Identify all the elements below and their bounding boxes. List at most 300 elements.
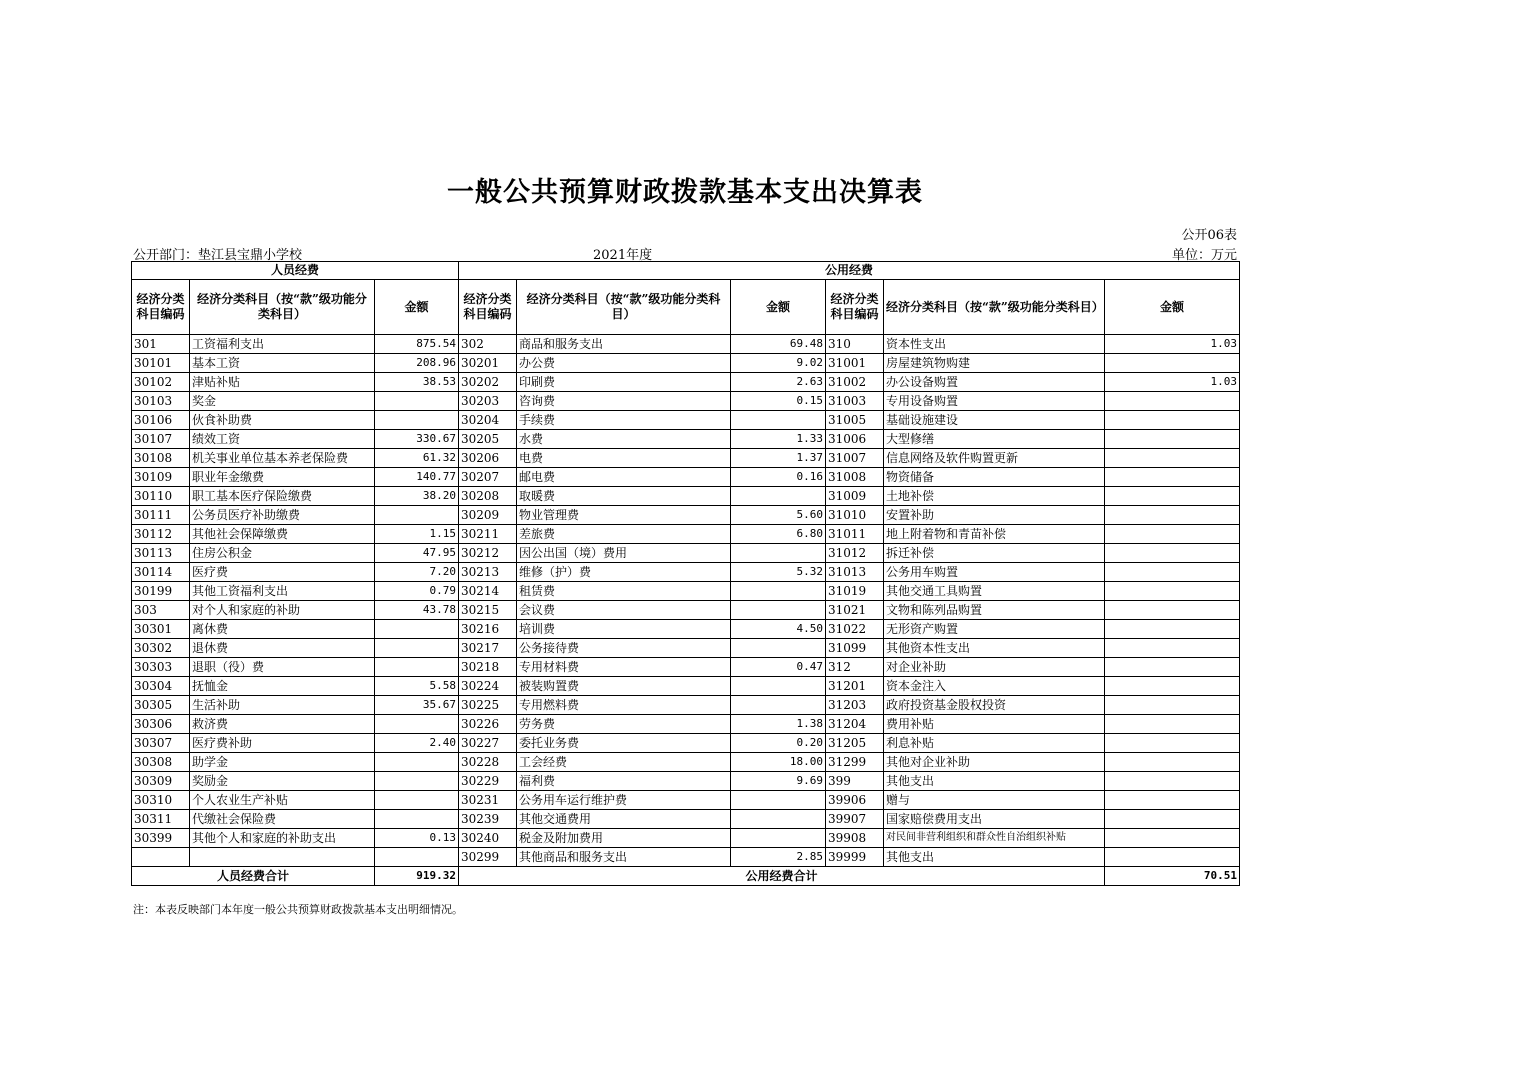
section-row — [132, 262, 1240, 280]
code-cell: 30305 — [132, 696, 190, 715]
department-label: 公开部门：垫江县宝鼎小学校 — [133, 248, 303, 263]
code-cell: 30204 — [459, 411, 517, 430]
subject-cell: 代缴社会保险费 — [190, 810, 375, 829]
code-cell — [132, 848, 190, 867]
amount-cell — [375, 848, 459, 867]
subject-cell: 房屋建筑物购建 — [884, 354, 1105, 373]
table-row — [132, 354, 1240, 373]
code-cell: 30199 — [132, 582, 190, 601]
subject-cell: 专用设备购置 — [884, 392, 1105, 411]
header-row — [132, 280, 1240, 335]
code-cell: 39907 — [826, 810, 884, 829]
subject-cell: 土地补偿 — [884, 487, 1105, 506]
subject-cell: 资本性支出 — [884, 335, 1105, 354]
code-cell: 30110 — [132, 487, 190, 506]
subject-cell: 手续费 — [517, 411, 731, 430]
section-personnel: 人员经费 — [132, 262, 459, 280]
subject-cell: 退休费 — [190, 639, 375, 658]
code-cell: 30207 — [459, 468, 517, 487]
code-cell: 30225 — [459, 696, 517, 715]
subject-cell: 公务用车运行维护费 — [517, 791, 731, 810]
subject-cell: 公务员医疗补助缴费 — [190, 506, 375, 525]
subject-cell: 津贴补贴 — [190, 373, 375, 392]
subject-cell: 费用补贴 — [884, 715, 1105, 734]
code-cell: 30303 — [132, 658, 190, 677]
amount-cell: 2.63 — [731, 373, 826, 392]
table-row — [132, 487, 1240, 506]
code-cell: 31011 — [826, 525, 884, 544]
header-subject-1: 经济分类科目（按“款”级功能分类科目） — [190, 280, 375, 335]
code-cell: 30307 — [132, 734, 190, 753]
subject-cell: 基础设施建设 — [884, 411, 1105, 430]
code-cell: 31299 — [826, 753, 884, 772]
subject-cell: 机关事业单位基本养老保险费 — [190, 449, 375, 468]
amount-cell: 5.32 — [731, 563, 826, 582]
code-cell: 31099 — [826, 639, 884, 658]
amount-cell — [1105, 639, 1240, 658]
code-cell: 31006 — [826, 430, 884, 449]
subject-cell: 其他支出 — [884, 772, 1105, 791]
amount-cell: 2.85 — [731, 848, 826, 867]
amount-cell: 0.13 — [375, 829, 459, 848]
subject-cell: 专用材料费 — [517, 658, 731, 677]
code-cell: 31009 — [826, 487, 884, 506]
code-cell: 30218 — [459, 658, 517, 677]
amount-cell: 0.79 — [375, 582, 459, 601]
amount-cell: 330.67 — [375, 430, 459, 449]
subject-cell: 被装购置费 — [517, 677, 731, 696]
table-row — [132, 829, 1240, 848]
subject-cell: 其他对企业补助 — [884, 753, 1105, 772]
code-cell: 399 — [826, 772, 884, 791]
amount-cell: 38.53 — [375, 373, 459, 392]
header-amount-2: 金额 — [731, 280, 826, 335]
amount-cell — [1105, 677, 1240, 696]
table-row — [132, 658, 1240, 677]
code-cell: 30301 — [132, 620, 190, 639]
code-cell: 30114 — [132, 563, 190, 582]
code-cell: 30231 — [459, 791, 517, 810]
code-cell: 302 — [459, 335, 517, 354]
amount-cell — [375, 753, 459, 772]
subject-cell: 培训费 — [517, 620, 731, 639]
subject-cell: 办公费 — [517, 354, 731, 373]
code-cell: 31022 — [826, 620, 884, 639]
amount-cell — [375, 411, 459, 430]
table-row — [132, 791, 1240, 810]
code-cell: 30113 — [132, 544, 190, 563]
amount-cell — [731, 810, 826, 829]
amount-cell: 7.20 — [375, 563, 459, 582]
subject-cell: 个人农业生产补贴 — [190, 791, 375, 810]
code-cell: 30108 — [132, 449, 190, 468]
amount-cell — [1105, 487, 1240, 506]
amount-cell — [731, 411, 826, 430]
amount-cell — [1105, 525, 1240, 544]
amount-cell — [375, 506, 459, 525]
amount-cell — [731, 677, 826, 696]
subject-cell: 绩效工资 — [190, 430, 375, 449]
subject-cell: 文物和陈列品购置 — [884, 601, 1105, 620]
subject-cell: 其他交通工具购置 — [884, 582, 1105, 601]
code-cell: 30311 — [132, 810, 190, 829]
header-subject-2: 经济分类科目（按“款”级功能分类科目） — [517, 280, 731, 335]
personnel-total-label: 人员经费合计 — [132, 867, 375, 886]
code-cell: 30201 — [459, 354, 517, 373]
table-row — [132, 639, 1240, 658]
amount-cell: 61.32 — [375, 449, 459, 468]
public-total-amount: 70.51 — [1105, 867, 1240, 886]
header-subject-3: 经济分类科目（按“款”级功能分类科目） — [884, 280, 1105, 335]
subject-cell: 对企业补助 — [884, 658, 1105, 677]
subject-cell: 咨询费 — [517, 392, 731, 411]
subject-cell: 离休费 — [190, 620, 375, 639]
subject-cell: 职业年金缴费 — [190, 468, 375, 487]
code-cell: 30205 — [459, 430, 517, 449]
code-cell: 30111 — [132, 506, 190, 525]
code-cell: 30202 — [459, 373, 517, 392]
unit-label: 单位：万元 — [1171, 248, 1237, 263]
code-cell: 31019 — [826, 582, 884, 601]
table-row — [132, 449, 1240, 468]
amount-cell — [1105, 449, 1240, 468]
table-row — [132, 411, 1240, 430]
amount-cell — [375, 810, 459, 829]
subject-cell: 住房公积金 — [190, 544, 375, 563]
subject-cell: 工会经费 — [517, 753, 731, 772]
subject-cell: 医疗费补助 — [190, 734, 375, 753]
subject-cell — [190, 848, 375, 867]
amount-cell — [375, 392, 459, 411]
amount-cell: 0.15 — [731, 392, 826, 411]
amount-cell — [731, 829, 826, 848]
table-row — [132, 544, 1240, 563]
amount-cell — [1105, 791, 1240, 810]
subject-cell: 医疗费 — [190, 563, 375, 582]
section-public: 公用经费 — [459, 262, 1240, 280]
amount-cell — [1105, 753, 1240, 772]
table-row — [132, 848, 1240, 867]
amount-cell: 1.15 — [375, 525, 459, 544]
subject-cell: 其他资本性支出 — [884, 639, 1105, 658]
amount-cell: 1.33 — [731, 430, 826, 449]
amount-cell — [1105, 734, 1240, 753]
code-cell: 39999 — [826, 848, 884, 867]
code-cell: 30240 — [459, 829, 517, 848]
code-cell: 30302 — [132, 639, 190, 658]
table-row — [132, 810, 1240, 829]
subject-cell: 其他支出 — [884, 848, 1105, 867]
code-cell: 30308 — [132, 753, 190, 772]
header-code-2: 经济分类科目编码 — [459, 280, 517, 335]
amount-cell: 47.95 — [375, 544, 459, 563]
amount-cell — [375, 715, 459, 734]
amount-cell — [1105, 620, 1240, 639]
amount-cell: 6.80 — [731, 525, 826, 544]
header-amount-3: 金额 — [1105, 280, 1240, 335]
expenditure-table — [131, 261, 1240, 886]
subject-cell: 职工基本医疗保险缴费 — [190, 487, 375, 506]
amount-cell — [1105, 582, 1240, 601]
amount-cell: 875.54 — [375, 335, 459, 354]
amount-cell — [1105, 468, 1240, 487]
amount-cell — [731, 544, 826, 563]
code-cell: 31013 — [826, 563, 884, 582]
subject-cell: 因公出国（境）费用 — [517, 544, 731, 563]
subject-cell: 其他工资福利支出 — [190, 582, 375, 601]
code-cell: 30309 — [132, 772, 190, 791]
subject-cell: 委托业务费 — [517, 734, 731, 753]
code-cell: 31021 — [826, 601, 884, 620]
amount-cell: 9.02 — [731, 354, 826, 373]
subject-cell: 安置补助 — [884, 506, 1105, 525]
amount-cell — [375, 791, 459, 810]
amount-cell: 35.67 — [375, 696, 459, 715]
code-cell: 30215 — [459, 601, 517, 620]
code-cell: 31203 — [826, 696, 884, 715]
subject-cell: 奖励金 — [190, 772, 375, 791]
subject-cell: 其他社会保障缴费 — [190, 525, 375, 544]
code-cell: 312 — [826, 658, 884, 677]
code-cell: 30224 — [459, 677, 517, 696]
subject-cell: 办公设备购置 — [884, 373, 1105, 392]
amount-cell: 4.50 — [731, 620, 826, 639]
amount-cell — [1105, 392, 1240, 411]
code-cell: 30226 — [459, 715, 517, 734]
table-row — [132, 772, 1240, 791]
amount-cell: 0.20 — [731, 734, 826, 753]
amount-cell — [1105, 544, 1240, 563]
code-cell: 31005 — [826, 411, 884, 430]
code-cell: 310 — [826, 335, 884, 354]
subject-cell: 劳务费 — [517, 715, 731, 734]
code-cell: 30203 — [459, 392, 517, 411]
code-cell: 31205 — [826, 734, 884, 753]
code-cell: 30239 — [459, 810, 517, 829]
code-cell: 39906 — [826, 791, 884, 810]
subject-cell: 赠与 — [884, 791, 1105, 810]
footnote: 注：本表反映部门本年度一般公共预算财政拨款基本支出明细情况。 — [133, 903, 463, 916]
code-cell: 30212 — [459, 544, 517, 563]
code-cell: 31007 — [826, 449, 884, 468]
table-row — [132, 734, 1240, 753]
year-label: 2021年度 — [593, 248, 653, 263]
amount-cell — [731, 791, 826, 810]
code-cell: 31008 — [826, 468, 884, 487]
amount-cell — [1105, 411, 1240, 430]
table-row — [132, 582, 1240, 601]
amount-cell: 9.69 — [731, 772, 826, 791]
amount-cell — [1105, 658, 1240, 677]
subject-cell: 地上附着物和青苗补偿 — [884, 525, 1105, 544]
code-cell: 31003 — [826, 392, 884, 411]
amount-cell — [1105, 772, 1240, 791]
amount-cell — [1105, 696, 1240, 715]
amount-cell: 1.38 — [731, 715, 826, 734]
code-cell: 30206 — [459, 449, 517, 468]
subject-cell: 无形资产购置 — [884, 620, 1105, 639]
table-row — [132, 335, 1240, 354]
subject-cell: 其他个人和家庭的补助支出 — [190, 829, 375, 848]
amount-cell — [1105, 354, 1240, 373]
code-cell: 30103 — [132, 392, 190, 411]
header-amount-1: 金额 — [375, 280, 459, 335]
amount-cell — [375, 658, 459, 677]
code-cell: 30112 — [132, 525, 190, 544]
subject-cell: 生活补助 — [190, 696, 375, 715]
amount-cell — [731, 696, 826, 715]
amount-cell — [375, 639, 459, 658]
amount-cell — [731, 487, 826, 506]
table-row — [132, 753, 1240, 772]
amount-cell — [375, 772, 459, 791]
amount-cell — [731, 582, 826, 601]
table-row — [132, 601, 1240, 620]
page-title: 一般公共预算财政拨款基本支出决算表 — [447, 177, 923, 208]
subject-cell: 邮电费 — [517, 468, 731, 487]
amount-cell — [1105, 848, 1240, 867]
code-cell: 30213 — [459, 563, 517, 582]
subject-cell: 公务接待费 — [517, 639, 731, 658]
subject-cell: 租赁费 — [517, 582, 731, 601]
amount-cell — [1105, 430, 1240, 449]
subject-cell: 国家赔偿费用支出 — [884, 810, 1105, 829]
amount-cell: 0.47 — [731, 658, 826, 677]
code-cell: 31010 — [826, 506, 884, 525]
subject-cell: 福利费 — [517, 772, 731, 791]
subject-cell: 对民间非营利组织和群众性自治组织补贴 — [884, 829, 1105, 848]
code-cell: 30310 — [132, 791, 190, 810]
public-total-label: 公用经费合计 — [459, 867, 1105, 886]
table-row — [132, 392, 1240, 411]
amount-cell — [1105, 715, 1240, 734]
amount-cell: 1.03 — [1105, 335, 1240, 354]
code-cell: 30304 — [132, 677, 190, 696]
code-cell: 30102 — [132, 373, 190, 392]
subject-cell: 专用燃料费 — [517, 696, 731, 715]
table-row — [132, 506, 1240, 525]
code-cell: 39908 — [826, 829, 884, 848]
code-cell: 30217 — [459, 639, 517, 658]
subject-cell: 会议费 — [517, 601, 731, 620]
code-cell: 30101 — [132, 354, 190, 373]
table-row — [132, 563, 1240, 582]
code-cell: 301 — [132, 335, 190, 354]
amount-cell — [731, 639, 826, 658]
table-row — [132, 715, 1240, 734]
amount-cell: 43.78 — [375, 601, 459, 620]
amount-cell: 0.16 — [731, 468, 826, 487]
header-code-1: 经济分类科目编码 — [132, 280, 190, 335]
code-cell: 30209 — [459, 506, 517, 525]
amount-cell — [1105, 601, 1240, 620]
amount-cell: 38.20 — [375, 487, 459, 506]
table-row — [132, 677, 1240, 696]
code-cell: 30227 — [459, 734, 517, 753]
subject-cell: 其他交通费用 — [517, 810, 731, 829]
amount-cell — [1105, 829, 1240, 848]
table-row — [132, 696, 1240, 715]
code-cell: 30299 — [459, 848, 517, 867]
amount-cell: 5.60 — [731, 506, 826, 525]
code-cell: 30216 — [459, 620, 517, 639]
code-cell: 30306 — [132, 715, 190, 734]
code-cell: 30214 — [459, 582, 517, 601]
code-cell: 31012 — [826, 544, 884, 563]
subject-cell: 利息补贴 — [884, 734, 1105, 753]
code-cell: 30107 — [132, 430, 190, 449]
code-cell: 30109 — [132, 468, 190, 487]
subject-cell: 公务用车购置 — [884, 563, 1105, 582]
subject-cell: 抚恤金 — [190, 677, 375, 696]
subject-cell: 其他商品和服务支出 — [517, 848, 731, 867]
subject-cell: 拆迁补偿 — [884, 544, 1105, 563]
subject-cell: 商品和服务支出 — [517, 335, 731, 354]
subject-cell: 助学金 — [190, 753, 375, 772]
subject-cell: 取暖费 — [517, 487, 731, 506]
amount-cell: 5.58 — [375, 677, 459, 696]
subject-cell: 水费 — [517, 430, 731, 449]
subject-cell: 工资福利支出 — [190, 335, 375, 354]
code-cell: 30229 — [459, 772, 517, 791]
subject-cell: 伙食补助费 — [190, 411, 375, 430]
amount-cell: 69.48 — [731, 335, 826, 354]
subject-cell: 政府投资基金股权投资 — [884, 696, 1105, 715]
form-number: 公开06表 — [1181, 228, 1237, 243]
subject-cell: 救济费 — [190, 715, 375, 734]
code-cell: 31204 — [826, 715, 884, 734]
table-row — [132, 430, 1240, 449]
amount-cell: 140.77 — [375, 468, 459, 487]
subject-cell: 退职（役）费 — [190, 658, 375, 677]
subject-cell: 奖金 — [190, 392, 375, 411]
header-code-3: 经济分类科目编码 — [826, 280, 884, 335]
amount-cell: 2.40 — [375, 734, 459, 753]
amount-cell — [1105, 563, 1240, 582]
subject-cell: 电费 — [517, 449, 731, 468]
subject-cell: 大型修缮 — [884, 430, 1105, 449]
code-cell: 30211 — [459, 525, 517, 544]
amount-cell: 1.03 — [1105, 373, 1240, 392]
subject-cell: 信息网络及软件购置更新 — [884, 449, 1105, 468]
amount-cell — [1105, 506, 1240, 525]
subject-cell: 基本工资 — [190, 354, 375, 373]
subject-cell: 物资储备 — [884, 468, 1105, 487]
table-row — [132, 468, 1240, 487]
code-cell: 30399 — [132, 829, 190, 848]
subject-cell: 税金及附加费用 — [517, 829, 731, 848]
code-cell: 31002 — [826, 373, 884, 392]
amount-cell — [1105, 810, 1240, 829]
code-cell: 30208 — [459, 487, 517, 506]
amount-cell — [731, 601, 826, 620]
table-row — [132, 620, 1240, 639]
subject-cell: 资本金注入 — [884, 677, 1105, 696]
amount-cell — [375, 620, 459, 639]
amount-cell: 1.37 — [731, 449, 826, 468]
table-row — [132, 525, 1240, 544]
subject-cell: 对个人和家庭的补助 — [190, 601, 375, 620]
amount-cell: 208.96 — [375, 354, 459, 373]
code-cell: 30228 — [459, 753, 517, 772]
subject-cell: 维修（护）费 — [517, 563, 731, 582]
code-cell: 31001 — [826, 354, 884, 373]
subject-cell: 物业管理费 — [517, 506, 731, 525]
code-cell: 303 — [132, 601, 190, 620]
code-cell: 30106 — [132, 411, 190, 430]
subject-cell: 印刷费 — [517, 373, 731, 392]
amount-cell: 18.00 — [731, 753, 826, 772]
